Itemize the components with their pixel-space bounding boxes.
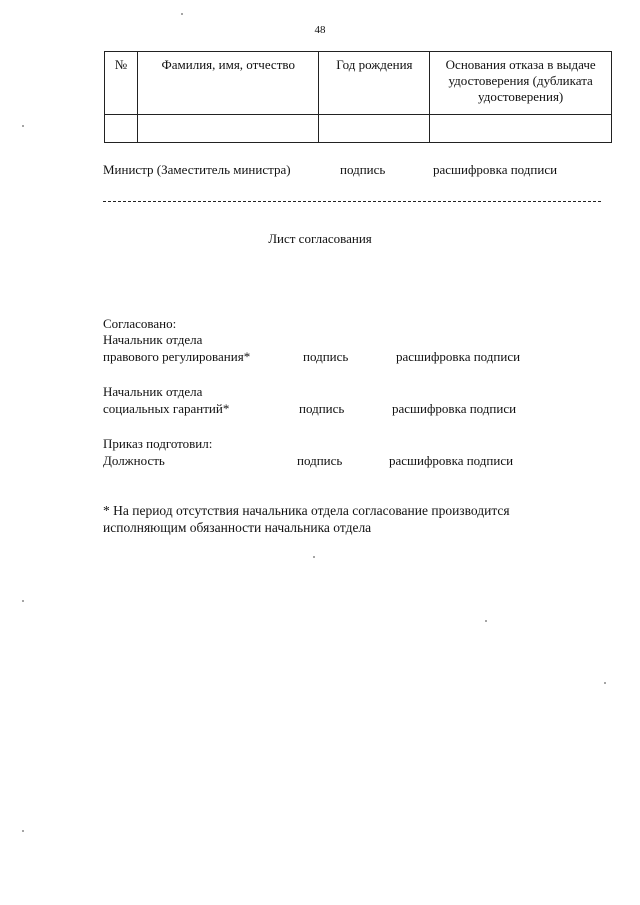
table-row xyxy=(105,115,612,143)
footnote: * На период отсутствия начальника отдела согласование производится исполняющим обязанности начальника отдела xyxy=(103,503,510,535)
header-refusal-grounds: Основания отказа в выдаче удостоверения (дубликата удостоверения) xyxy=(430,52,612,115)
scan-speck xyxy=(313,556,315,558)
refusal-table xyxy=(104,51,612,143)
header-number: № xyxy=(105,52,138,115)
prepared-by-label: Приказ подготовил: xyxy=(103,436,213,451)
cut-line-divider xyxy=(103,201,601,202)
prepared-signature-decoding: расшифровка подписи xyxy=(389,453,514,468)
table-header-row xyxy=(105,52,612,115)
legal-signature: подпись xyxy=(303,349,349,364)
approval-sheet-title: Лист согласования xyxy=(268,231,372,246)
scan-speck xyxy=(604,682,606,684)
minister-signature: подпись xyxy=(340,162,386,177)
header-full-name: Фамилия, имя, отчество xyxy=(137,52,319,115)
scan-speck xyxy=(22,600,24,602)
social-head-line1: Начальник отдела xyxy=(103,384,203,399)
prepared-signature: подпись xyxy=(297,453,343,468)
social-signature-decoding: расшифровка подписи xyxy=(392,401,517,416)
social-signature: подпись xyxy=(299,401,345,416)
scan-speck xyxy=(485,620,487,622)
table-cell xyxy=(137,115,319,143)
scan-speck xyxy=(22,125,24,127)
minister-signature-decoding: расшифровка подписи xyxy=(433,162,558,177)
legal-signature-decoding: расшифровка подписи xyxy=(396,349,521,364)
scan-speck xyxy=(181,13,183,15)
scan-speck xyxy=(22,830,24,832)
table-cell xyxy=(430,115,612,143)
page-number: 48 xyxy=(314,24,326,36)
legal-head-line1: Начальник отдела xyxy=(103,332,203,347)
minister-title: Министр (Заместитель министра) xyxy=(103,162,291,177)
prepared-position: Должность xyxy=(103,453,165,468)
agreed-label: Согласовано: xyxy=(103,316,177,331)
legal-head-line2: правового регулирования* xyxy=(103,349,251,364)
social-head-line2: социальных гарантий* xyxy=(103,401,230,416)
header-birth-year: Год рождения xyxy=(319,52,430,115)
table-cell xyxy=(319,115,430,143)
table-cell xyxy=(105,115,138,143)
